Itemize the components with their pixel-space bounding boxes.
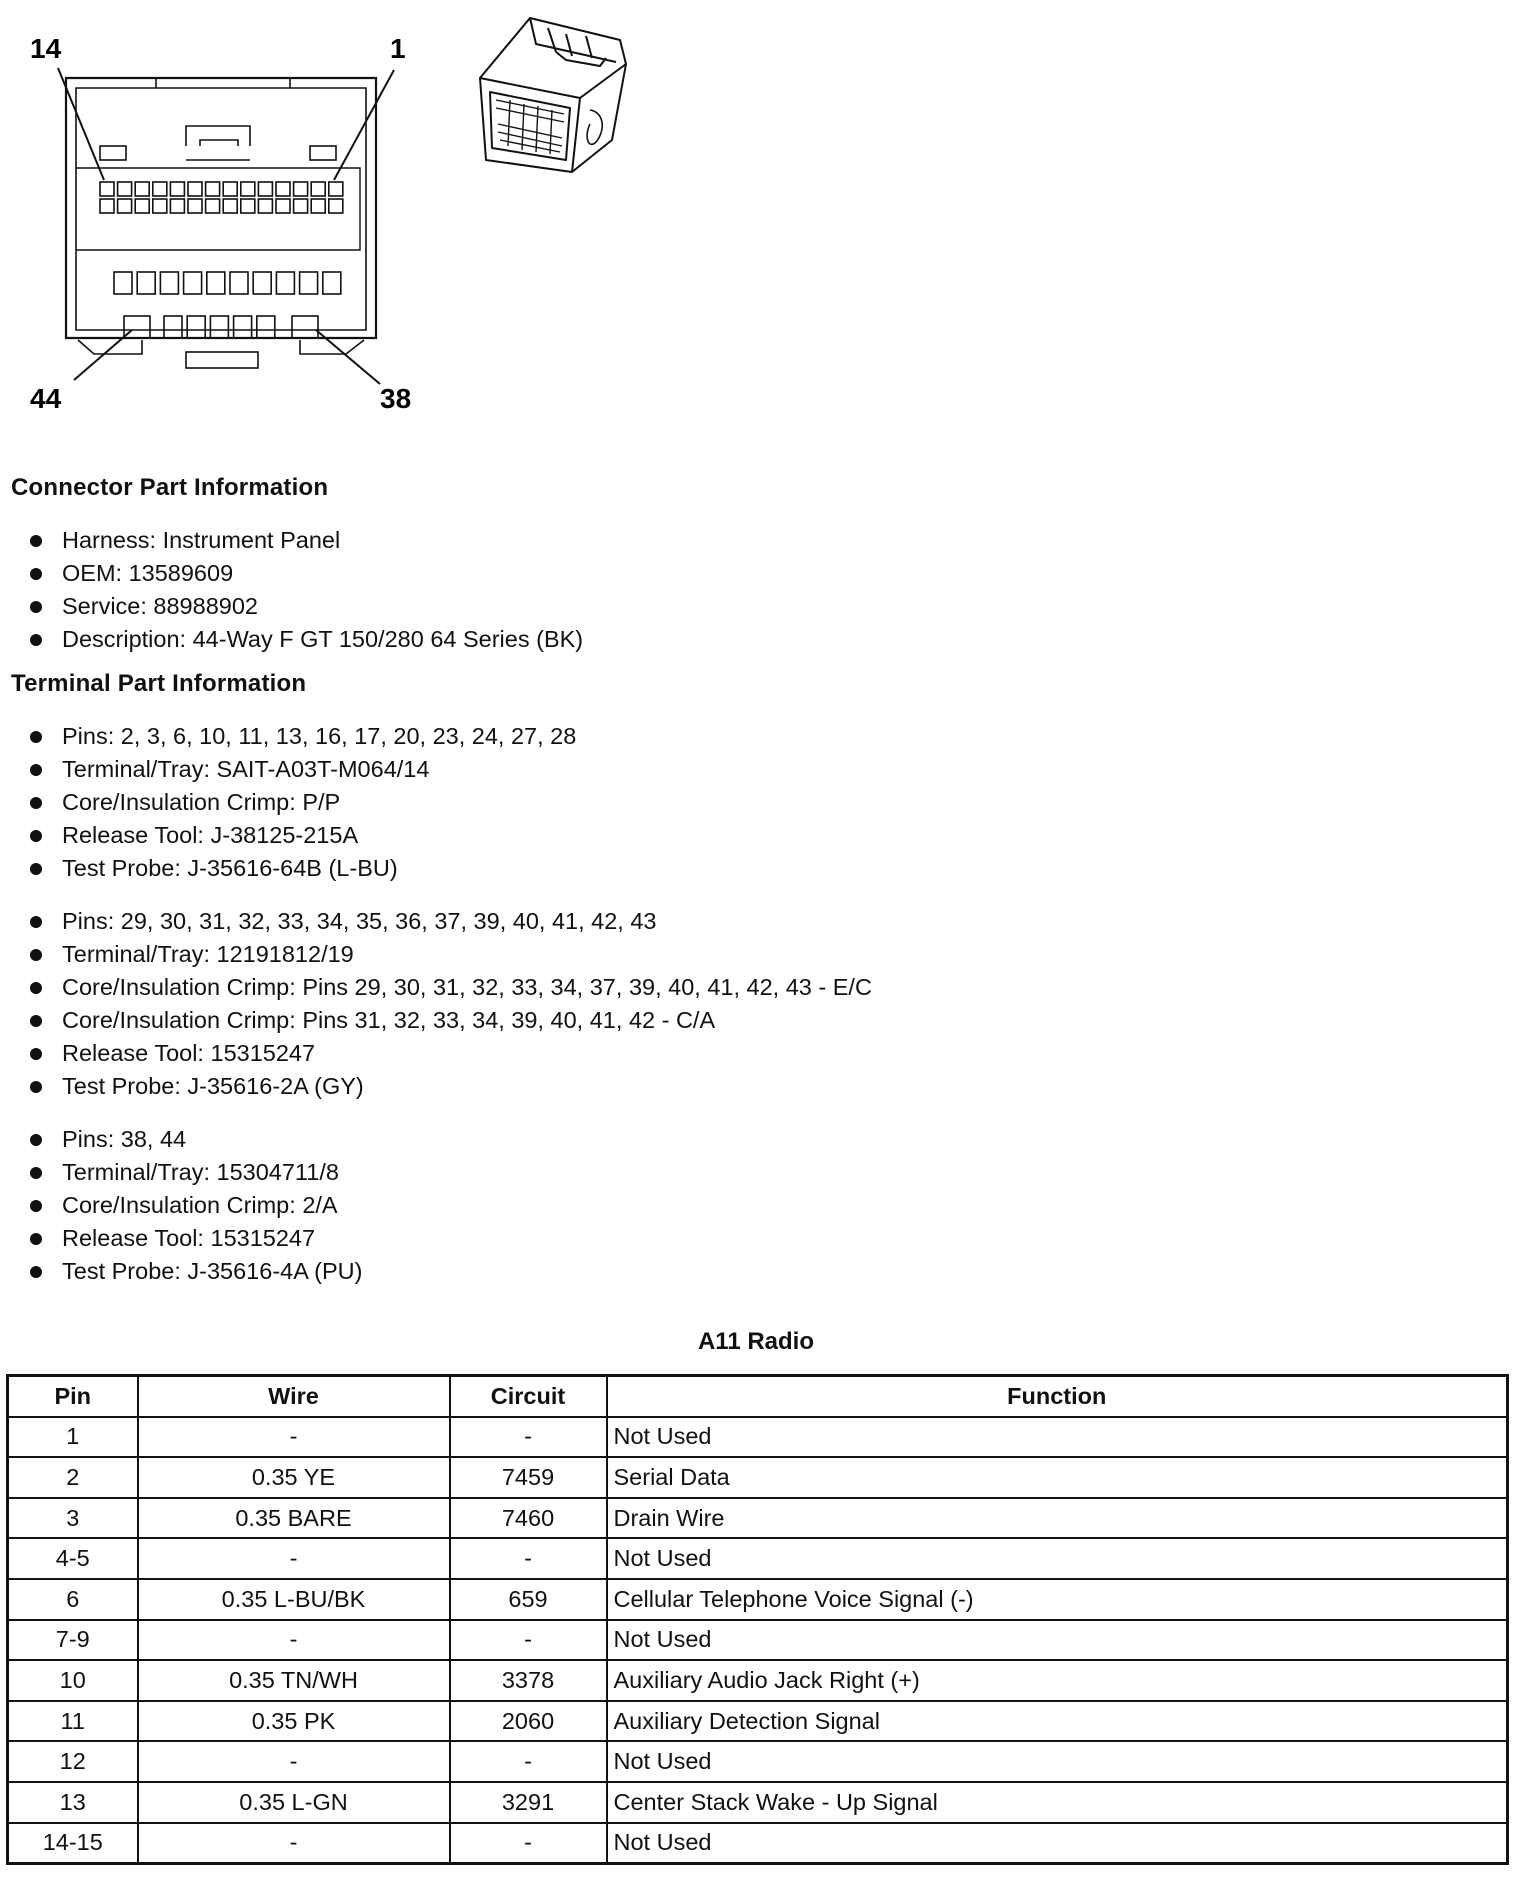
list-item: Pins: 29, 30, 31, 32, 33, 34, 35, 36, 37, 39, 40, 41, 42, 43 [28, 905, 872, 938]
pin-cavity [276, 272, 294, 294]
table-header-row [8, 1376, 1508, 1417]
cell-pin: 12 [8, 1741, 138, 1782]
cell-wire: - [138, 1417, 450, 1458]
cell-circuit: - [450, 1417, 607, 1458]
cell-circuit: 2060 [450, 1701, 607, 1742]
terminal-group-1 [28, 720, 576, 885]
pin-cavity [323, 272, 341, 294]
pin-cavity [241, 199, 255, 213]
cell-circuit: 7460 [450, 1498, 607, 1539]
table-row [8, 1741, 1508, 1782]
cell-wire: 0.35 L-BU/BK [138, 1579, 450, 1620]
cell-function: Auxiliary Detection Signal [607, 1701, 1508, 1742]
cell-pin: 4-5 [8, 1538, 138, 1579]
pin-cavity [137, 272, 155, 294]
table-row [8, 1620, 1508, 1661]
pin-label-1: 1 [390, 33, 406, 64]
list-item: Test Probe: J-35616-64B (L-BU) [28, 852, 576, 885]
table-row [8, 1538, 1508, 1579]
cell-wire: - [138, 1741, 450, 1782]
cell-circuit: 7459 [450, 1457, 607, 1498]
table-row [8, 1579, 1508, 1620]
header-pin: Pin [8, 1376, 138, 1417]
pin-cavity [329, 199, 343, 213]
cell-pin: 1 [8, 1417, 138, 1458]
list-item: Terminal/Tray: 12191812/19 [28, 938, 872, 971]
list-item: Core/Insulation Crimp: P/P [28, 786, 576, 819]
header-wire: Wire [138, 1376, 450, 1417]
cell-pin: 6 [8, 1579, 138, 1620]
pin-cavity [206, 182, 220, 196]
pin-cavity [223, 199, 237, 213]
terminal-group-2 [28, 905, 872, 1103]
list-item: Terminal/Tray: 15304711/8 [28, 1156, 362, 1189]
connector-diagram [0, 0, 660, 440]
pin-cavity [206, 199, 220, 213]
cell-pin: 2 [8, 1457, 138, 1498]
cell-wire: 0.35 L-GN [138, 1782, 450, 1823]
pin-cavity [153, 182, 167, 196]
list-item: Release Tool: 15315247 [28, 1037, 872, 1070]
pin-cavity [160, 272, 178, 294]
pin-cavity [294, 182, 308, 196]
pin-cavity [100, 182, 114, 196]
cell-circuit: - [450, 1823, 607, 1864]
pin-row-middle [114, 272, 341, 294]
pin-cavity [210, 316, 228, 338]
cell-wire: 0.35 BARE [138, 1498, 450, 1539]
list-item: Pins: 2, 3, 6, 10, 11, 13, 16, 17, 20, 23, 24, 27, 28 [28, 720, 576, 753]
pin-cavity [184, 272, 202, 294]
connector-info-list [28, 524, 583, 656]
list-item: Core/Insulation Crimp: Pins 29, 30, 31, 32, 33, 34, 37, 39, 40, 41, 42, 43 - E/C [28, 971, 872, 1004]
pin-cavity [253, 272, 271, 294]
pin-cavity [300, 272, 318, 294]
pin-cavity [153, 199, 167, 213]
pin-cavity [276, 182, 290, 196]
terminal-group-3 [28, 1123, 362, 1288]
cell-pin: 13 [8, 1782, 138, 1823]
pin-row-top-a [100, 182, 343, 196]
pin-cavity [258, 199, 272, 213]
list-item: Description: 44-Way F GT 150/280 64 Series (BK) [28, 623, 583, 656]
pin-cavity [135, 199, 149, 213]
cell-circuit: 3291 [450, 1782, 607, 1823]
list-item: Service: 88988902 [28, 590, 583, 623]
list-item: Pins: 38, 44 [28, 1123, 362, 1156]
cell-wire: - [138, 1538, 450, 1579]
table-title: A11 Radio [697, 1328, 815, 1355]
pin-cavity [118, 199, 132, 213]
pin-label-44: 44 [30, 383, 62, 414]
list-item: Release Tool: 15315247 [28, 1222, 362, 1255]
table-row [8, 1498, 1508, 1539]
cell-circuit: 3378 [450, 1660, 607, 1701]
pin-cavity [276, 199, 290, 213]
table-row [8, 1823, 1508, 1864]
pin-cavity [223, 182, 237, 196]
pin-cavity [207, 272, 225, 294]
cell-circuit: 659 [450, 1579, 607, 1620]
list-item: Test Probe: J-35616-2A (GY) [28, 1070, 872, 1103]
cell-wire: 0.35 TN/WH [138, 1660, 450, 1701]
pin-cavity [188, 199, 202, 213]
list-item: Core/Insulation Crimp: Pins 31, 32, 33, 34, 39, 40, 41, 42 - C/A [28, 1004, 872, 1037]
cell-function: Not Used [607, 1417, 1508, 1458]
list-item: Release Tool: J-38125-215A [28, 819, 576, 852]
cell-function: Not Used [607, 1620, 1508, 1661]
table-row [8, 1457, 1508, 1498]
pin-cavity [230, 272, 248, 294]
pin-cavity [170, 182, 184, 196]
cell-function: Auxiliary Audio Jack Right (+) [607, 1660, 1508, 1701]
pin-cavity [187, 316, 205, 338]
pin-row-bottom [124, 316, 318, 338]
pin-cavity [170, 199, 184, 213]
pin-row-top-b [100, 199, 343, 213]
pin-cavity [164, 316, 182, 338]
pin-label-14: 14 [30, 33, 62, 64]
cell-function: Not Used [607, 1741, 1508, 1782]
table-row [8, 1701, 1508, 1742]
terminal-info-title: Terminal Part Information [11, 670, 307, 697]
header-function: Function [607, 1376, 1508, 1417]
pin-cavity [114, 272, 132, 294]
list-item: Core/Insulation Crimp: 2/A [28, 1189, 362, 1222]
cell-function: Not Used [607, 1823, 1508, 1864]
pin-cavity [329, 182, 343, 196]
pin-cavity [241, 182, 255, 196]
cell-circuit: - [450, 1538, 607, 1579]
cell-function: Not Used [607, 1538, 1508, 1579]
pin-cavity [100, 199, 114, 213]
pin-cavity [257, 316, 275, 338]
pin-cavity [188, 182, 202, 196]
table-row [8, 1782, 1508, 1823]
table-row [8, 1660, 1508, 1701]
header-circuit: Circuit [450, 1376, 607, 1417]
pin-cavity [294, 199, 308, 213]
pin-label-38: 38 [380, 383, 412, 414]
cell-circuit: - [450, 1741, 607, 1782]
table-row [8, 1417, 1508, 1458]
pin-cavity [234, 316, 252, 338]
cell-pin: 14-15 [8, 1823, 138, 1864]
pin-cavity [118, 182, 132, 196]
cell-circuit: - [450, 1620, 607, 1661]
cell-function: Cellular Telephone Voice Signal (-) [607, 1579, 1508, 1620]
cell-pin: 7-9 [8, 1620, 138, 1661]
cell-pin: 11 [8, 1701, 138, 1742]
cell-function: Serial Data [607, 1457, 1508, 1498]
pin-cavity-large [292, 316, 318, 338]
cell-function: Center Stack Wake - Up Signal [607, 1782, 1508, 1823]
list-item: OEM: 13589609 [28, 557, 583, 590]
list-item: Terminal/Tray: SAIT-A03T-M064/14 [28, 753, 576, 786]
cell-pin: 3 [8, 1498, 138, 1539]
cell-wire: - [138, 1823, 450, 1864]
cell-wire: 0.35 PK [138, 1701, 450, 1742]
list-item: Harness: Instrument Panel [28, 524, 583, 557]
pin-cavity [311, 182, 325, 196]
cell-pin: 10 [8, 1660, 138, 1701]
list-item: Test Probe: J-35616-4A (PU) [28, 1255, 362, 1288]
cell-wire: 0.35 YE [138, 1457, 450, 1498]
pin-cavity [258, 182, 272, 196]
cell-function: Drain Wire [607, 1498, 1508, 1539]
pin-cavity [135, 182, 149, 196]
cell-wire: - [138, 1620, 450, 1661]
connector-3d-illustration [480, 18, 626, 172]
pin-cavity [311, 199, 325, 213]
pin-table [6, 1374, 1509, 1865]
connector-info-title: Connector Part Information [11, 474, 329, 501]
